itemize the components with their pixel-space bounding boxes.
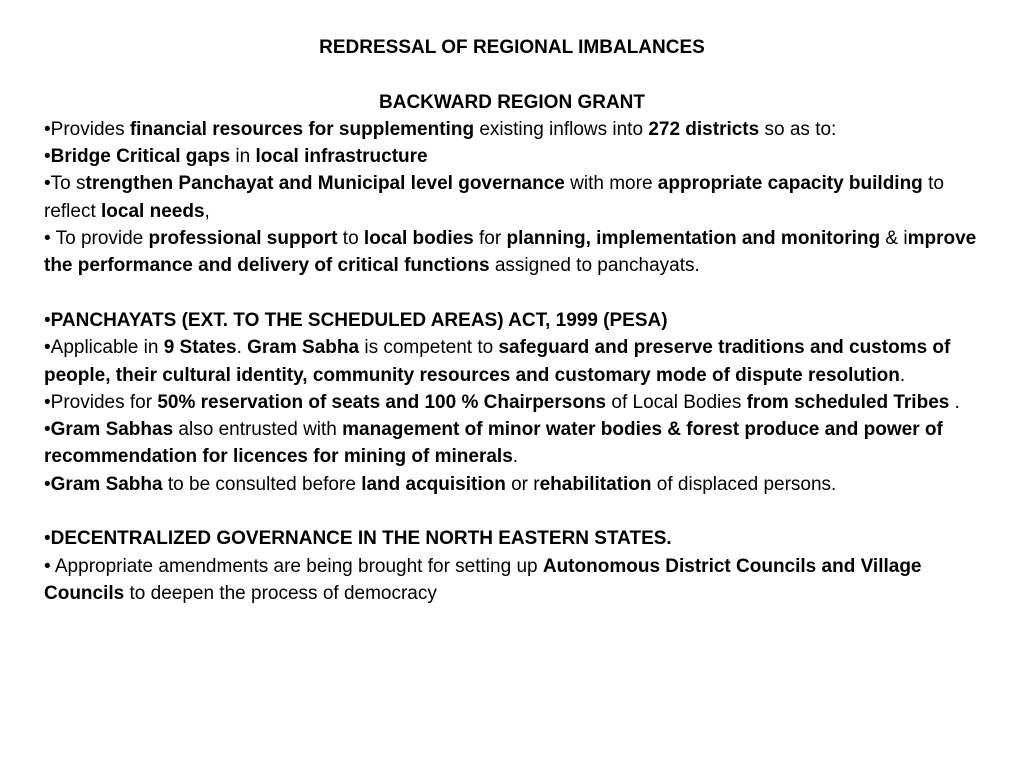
text-run-bold: financial resources for supplementing	[129, 118, 475, 140]
text-run: to deepen the process of democracy	[124, 582, 437, 604]
text-run: ,	[204, 200, 210, 222]
text-run-bold: 50% reservation of seats and 100 % Chairpersons	[157, 391, 607, 413]
text-run: to be consulted before	[162, 473, 362, 495]
text-run: .	[949, 391, 960, 413]
text-run-bold: land acquisition	[361, 473, 506, 495]
text-run-bold: Gram Sabha	[247, 337, 360, 359]
text-run-bold: DECENTRALIZED GOVERNANCE IN THE NORTH EASTERN STATES.	[50, 528, 672, 550]
brg-point-financial	[44, 116, 980, 143]
text-run: in	[230, 146, 256, 168]
bullet: •	[44, 337, 51, 359]
spacer	[44, 498, 980, 525]
pesa-point-applicable	[44, 334, 980, 389]
bullet: •	[44, 473, 51, 495]
text-run: also entrusted with	[173, 419, 343, 441]
text-run-bold: local needs	[101, 200, 205, 222]
text-run-bold: from scheduled Tribes	[746, 391, 950, 413]
text-run: for	[473, 228, 507, 250]
bullet: •	[44, 118, 51, 140]
text-run: so as to:	[759, 118, 837, 140]
text-run-bold: 9 States	[163, 337, 237, 359]
bullet: •	[44, 146, 51, 168]
text-run-bold: Bridge Critical gaps	[50, 146, 231, 168]
ne-heading	[44, 525, 980, 552]
text-run: existing inflows into	[474, 118, 649, 140]
bullet: •	[44, 528, 51, 550]
text-run: or r	[505, 473, 540, 495]
text-run-bold: Gram Sabhas	[50, 419, 174, 441]
text-run: to	[337, 228, 364, 250]
text-run: of Local Bodies	[606, 391, 747, 413]
text-run: & i	[880, 228, 908, 250]
pesa-point-consulted	[44, 471, 980, 498]
pesa-heading	[44, 307, 980, 334]
text-run-bold: mprove the performance and delivery of critical functions	[44, 228, 977, 277]
pesa-point-entrusted	[44, 416, 980, 471]
text-run-bold: safeguard and preserve traditions and customs of people, their cultural identity, community resources and customary mode of dispute resolution	[44, 337, 951, 386]
text-run: .	[899, 364, 906, 386]
text-run-bold: 272 districts	[648, 118, 760, 140]
text-run: To provide	[50, 228, 149, 250]
text-run: to reflect	[44, 173, 944, 222]
text-run-bold: PANCHAYATS (EXT. TO THE SCHEDULED AREAS) ACT, 1999 (PESA)	[50, 309, 668, 331]
text-run: with more	[564, 173, 658, 195]
text-run: Appropriate amendments are being brought for setting up	[50, 555, 543, 577]
bullet: •	[44, 419, 51, 441]
text-run-bold: appropriate capacity building	[657, 173, 923, 195]
text-run: Provides	[50, 118, 130, 140]
text-run: To s	[50, 173, 86, 195]
text-run-bold: planning, implementation and monitoring	[506, 228, 881, 250]
text-run-bold: management of minor water bodies & forest produce and power of recommendation for licences for mining of minerals	[44, 419, 943, 468]
bullet: •	[44, 173, 51, 195]
spacer	[44, 280, 980, 307]
slide-title: REDRESSAL OF REGIONAL IMBALANCES	[319, 37, 705, 58]
bullet: •	[44, 391, 51, 413]
text-run-bold: Autonomous District Councils and Village Councils	[44, 555, 922, 604]
text-run-bold: Gram Sabha	[50, 473, 163, 495]
text-run-bold: local bodies	[363, 228, 474, 250]
bullet: •	[44, 309, 51, 331]
text-run: is competent to	[359, 337, 499, 359]
bullet: •	[44, 228, 51, 250]
text-run: .	[512, 446, 519, 468]
brg-point-governance	[44, 170, 980, 225]
text-run-bold: ehabilitation	[539, 473, 652, 495]
text-run: Provides for	[50, 391, 158, 413]
text-run-bold: professional support	[148, 228, 338, 250]
brg-point-support	[44, 225, 980, 280]
text-run-bold: trengthen Panchayat and Municipal level governance	[85, 173, 565, 195]
spacer	[44, 61, 980, 88]
pesa-point-reservation	[44, 389, 980, 416]
ne-point-amendments	[44, 553, 980, 608]
slide-content	[44, 34, 980, 607]
text-run-bold: local infrastructure	[255, 146, 428, 168]
bullet: •	[44, 555, 51, 577]
brg-point-gaps	[44, 143, 980, 170]
text-run: assigned to panchayats.	[489, 255, 700, 277]
text-run: Applicable in	[50, 337, 164, 359]
text-run: .	[236, 337, 248, 359]
text-run: of displaced persons.	[651, 473, 837, 495]
brg-heading: BACKWARD REGION GRANT	[379, 91, 645, 113]
